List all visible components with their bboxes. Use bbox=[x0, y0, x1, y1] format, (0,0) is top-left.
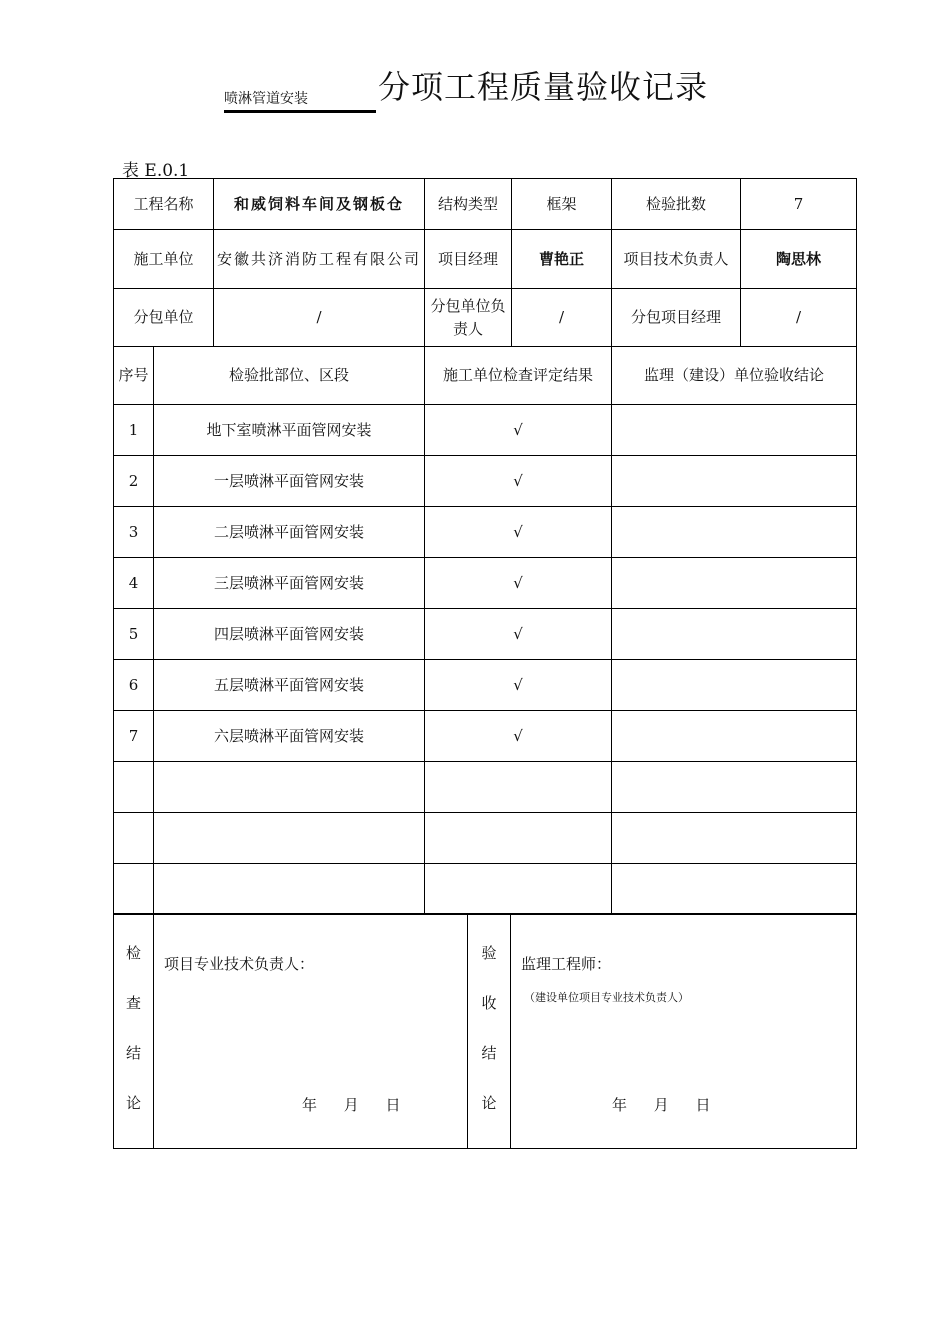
row-location bbox=[154, 864, 425, 915]
check-heading-char: 论 bbox=[125, 1094, 141, 1112]
table-row bbox=[114, 762, 857, 813]
column-header-row bbox=[114, 347, 857, 405]
row-location: 三层喷淋平面管网安装 bbox=[154, 558, 425, 609]
row-result bbox=[425, 762, 612, 813]
table-row bbox=[114, 660, 857, 711]
row-location: 一层喷淋平面管网安装 bbox=[154, 456, 425, 507]
sub-lead-value: / bbox=[512, 289, 612, 347]
sub-pm-value: / bbox=[741, 289, 857, 347]
row-no: 1 bbox=[114, 405, 154, 456]
table-row bbox=[114, 507, 857, 558]
table-row bbox=[114, 558, 857, 609]
tech-lead-label: 项目技术负责人 bbox=[612, 230, 741, 289]
col-header-supervisor-result: 监理（建设）单位验收结论 bbox=[612, 347, 857, 405]
table-row bbox=[114, 864, 857, 915]
row-result: √ bbox=[425, 558, 612, 609]
row-supervisor bbox=[612, 507, 857, 558]
row-result: √ bbox=[425, 609, 612, 660]
row-supervisor bbox=[612, 609, 857, 660]
batch-count-value: 7 bbox=[741, 179, 857, 230]
table-row bbox=[114, 456, 857, 507]
subcontractor-label: 分包单位 bbox=[114, 289, 214, 347]
info-row-2 bbox=[114, 230, 857, 289]
row-result: √ bbox=[425, 660, 612, 711]
row-location bbox=[154, 813, 425, 864]
row-location: 四层喷淋平面管网安装 bbox=[154, 609, 425, 660]
subitem-name: 喷淋管道安装 bbox=[224, 91, 308, 107]
sub-lead-label: 分包单位负责人 bbox=[425, 289, 512, 347]
row-no: 4 bbox=[114, 558, 154, 609]
col-header-no: 序号 bbox=[114, 347, 154, 405]
row-result: √ bbox=[425, 711, 612, 762]
row-result: √ bbox=[425, 456, 612, 507]
accept-heading-char: 验 bbox=[481, 944, 497, 962]
check-conclusion-cell bbox=[154, 914, 468, 1149]
tech-lead-value: 陶思林 bbox=[741, 230, 857, 289]
accept-heading-char: 结 bbox=[481, 1044, 497, 1062]
check-signer-label: 项目专业技术负责人： bbox=[164, 955, 315, 973]
row-location: 二层喷淋平面管网安装 bbox=[154, 507, 425, 558]
row-supervisor bbox=[612, 558, 857, 609]
project-manager-value: 曹艳正 bbox=[512, 230, 612, 289]
supervisor-note: （建设单位项目专业技术负责人） bbox=[524, 991, 689, 1004]
check-date: 年 月 日 bbox=[302, 1096, 401, 1114]
row-result: √ bbox=[425, 405, 612, 456]
col-header-contractor-result: 施工单位检查评定结果 bbox=[425, 347, 612, 405]
row-supervisor bbox=[612, 405, 857, 456]
row-no bbox=[114, 762, 154, 813]
row-no bbox=[114, 813, 154, 864]
row-result bbox=[425, 864, 612, 915]
check-heading-char: 查 bbox=[125, 994, 141, 1012]
contractor-value: 安徽共济消防工程有限公司 bbox=[214, 230, 425, 289]
table-row bbox=[114, 813, 857, 864]
table-code: 表 E.0.1 bbox=[122, 161, 190, 181]
row-no: 6 bbox=[114, 660, 154, 711]
accept-heading-char: 收 bbox=[481, 994, 497, 1012]
row-no: 5 bbox=[114, 609, 154, 660]
table-row bbox=[114, 405, 857, 456]
row-result: √ bbox=[425, 507, 612, 558]
page-title: 分项工程质量验收记录 bbox=[378, 68, 709, 106]
row-location: 地下室喷淋平面管网安装 bbox=[154, 405, 425, 456]
conclusion-table bbox=[113, 913, 857, 1149]
info-row-1 bbox=[114, 179, 857, 230]
row-supervisor bbox=[612, 660, 857, 711]
row-location: 五层喷淋平面管网安装 bbox=[154, 660, 425, 711]
check-conclusion-heading bbox=[114, 914, 154, 1149]
row-no: 3 bbox=[114, 507, 154, 558]
batch-count-label: 检验批数 bbox=[612, 179, 741, 230]
row-no: 2 bbox=[114, 456, 154, 507]
accept-heading-char: 论 bbox=[481, 1094, 497, 1112]
row-result bbox=[425, 813, 612, 864]
project-manager-label: 项目经理 bbox=[425, 230, 512, 289]
check-heading-char: 结 bbox=[125, 1044, 141, 1062]
row-location bbox=[154, 762, 425, 813]
project-name-value: 和威饲料车间及钢板仓 bbox=[214, 179, 425, 230]
check-heading-char: 检 bbox=[125, 944, 141, 962]
row-supervisor bbox=[612, 456, 857, 507]
row-supervisor bbox=[612, 762, 857, 813]
row-supervisor bbox=[612, 711, 857, 762]
row-supervisor bbox=[612, 864, 857, 915]
row-location: 六层喷淋平面管网安装 bbox=[154, 711, 425, 762]
inspection-table bbox=[113, 178, 857, 915]
table-row bbox=[114, 609, 857, 660]
row-no bbox=[114, 864, 154, 915]
sub-pm-label: 分包项目经理 bbox=[612, 289, 741, 347]
project-name-label: 工程名称 bbox=[114, 179, 214, 230]
accept-conclusion-cell bbox=[511, 914, 857, 1149]
row-supervisor bbox=[612, 813, 857, 864]
subitem-underline bbox=[224, 110, 376, 113]
structure-type-label: 结构类型 bbox=[425, 179, 512, 230]
accept-date: 年 月 日 bbox=[612, 1096, 711, 1114]
col-header-location: 检验批部位、区段 bbox=[154, 347, 425, 405]
row-no: 7 bbox=[114, 711, 154, 762]
info-row-3 bbox=[114, 289, 857, 347]
subcontractor-value: / bbox=[214, 289, 425, 347]
accept-conclusion-heading bbox=[468, 914, 511, 1149]
contractor-label: 施工单位 bbox=[114, 230, 214, 289]
table-row bbox=[114, 711, 857, 762]
supervisor-label: 监理工程师： bbox=[521, 955, 612, 973]
structure-type-value: 框架 bbox=[512, 179, 612, 230]
